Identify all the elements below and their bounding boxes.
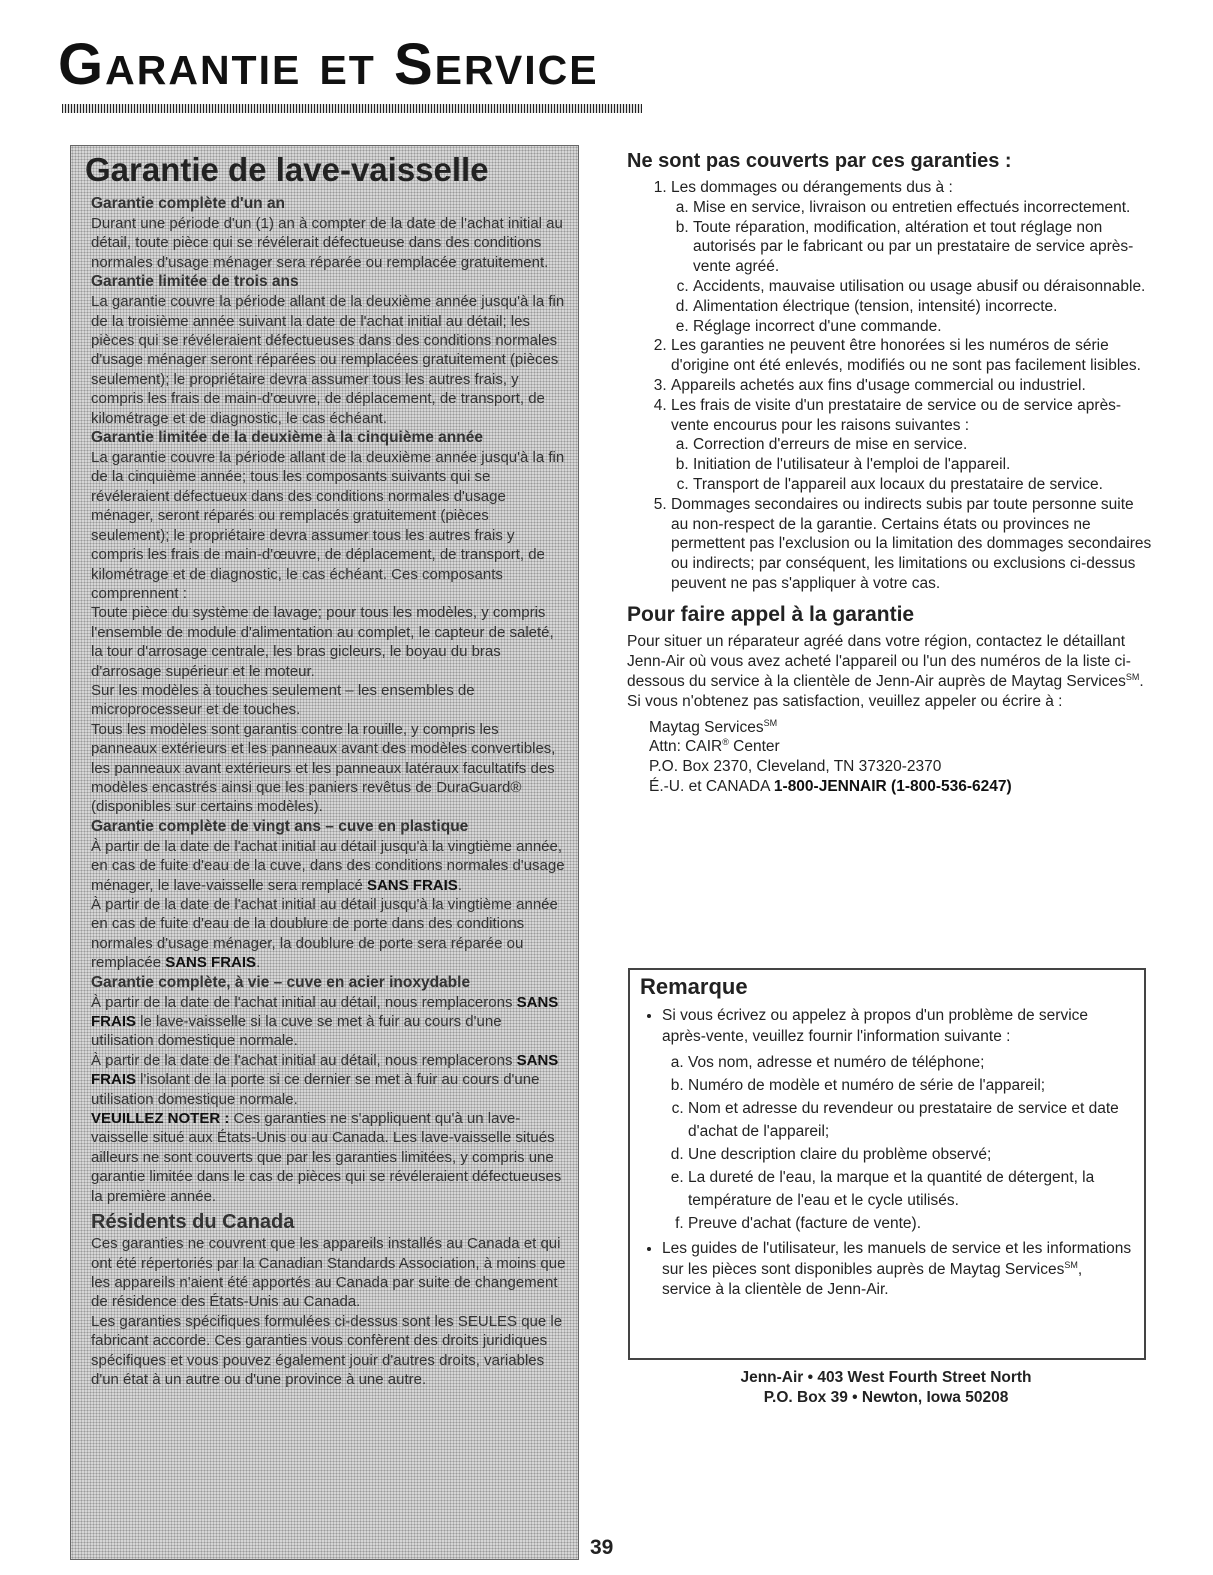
section-heading: Garantie complète de vingt ans – cuve en plastique	[91, 817, 469, 835]
sans-frais-label: SANS FRAIS	[91, 993, 559, 1031]
sub-list-item: e. Réglage incorrect d'une commande.	[693, 317, 1152, 337]
sub-list	[671, 435, 1152, 494]
paragraph-text: .	[457, 876, 462, 894]
paragraph-text: Ces garanties ne s'appliquent qu'à un lave-vaisselle situé aux États-Unis ou au Canada. Les lave-vaisselle situés ailleurs ne sont couverts que par les garanties limitées, y compris une garantie limitée dans le cas de pièces qui se révéleraient défectueuses la première année.	[91, 1110, 562, 1205]
section-paragraph	[85, 1109, 568, 1206]
remarque-title: Remarque	[640, 974, 748, 999]
section-paragraph: Sur les modèles à touches seulement – les ensembles de microprocesseur et de touches.	[91, 681, 475, 719]
sans-frais-label: SANS FRAIS	[165, 954, 257, 972]
remarque-box	[628, 968, 1146, 1360]
list-item	[671, 396, 1152, 495]
service-mark: SM	[1125, 671, 1140, 682]
address-line	[649, 737, 1152, 757]
phone-number: 1-800-JENNAIR (1-800-536-6247)	[773, 777, 1012, 795]
list-item-text: Les frais de visite d'un prestataire de service ou de service après-vente encourus pour les raisons suivantes :	[671, 396, 1122, 434]
section-paragraph: La garantie couvre la période allant de la deuxième année jusqu'à la fin de la cinquième année; tous les composants suivants qui se révéleraient défectueux dans des conditions normales d'usage ménager, seront réparés ou remplacés gratuitement (pièces seulement); le propriétaire devra assumer tous les autres frais y compris les frais de main-d'œuvre, de déplacement, de transport, de kilométrage et de diagnostic, le cas échéant. Ces composants comprennent :	[91, 449, 565, 602]
warranty-box	[70, 145, 579, 1560]
company-address-line: P.O. Box 39 • Newton, Iowa 50208	[763, 1389, 1009, 1406]
list-item-text: Les dommages ou dérangements dus à :	[671, 179, 953, 196]
address-text: Center	[728, 738, 780, 756]
remarque-list	[640, 1006, 1134, 1301]
note-lead: VEUILLEZ NOTER :	[91, 1110, 230, 1128]
section-paragraph	[85, 993, 568, 1051]
page-title: Garantie et Service	[58, 32, 599, 97]
sans-frais-label: SANS FRAIS	[366, 876, 458, 894]
section-paragraph: Durant une période d'un (1) an à compter de la date de l'achat initial au détail, toute pièce qui se révélerait défectueuse dans des conditions normales d'usage ménager sera réparée ou remplacée gratuitement.	[91, 215, 563, 271]
registered-mark: ®	[722, 737, 729, 748]
list-item	[671, 178, 1152, 336]
section-paragraph	[85, 837, 568, 895]
sans-frais-label: SANS FRAIS	[91, 1051, 559, 1089]
section-heading: Garantie complète, à vie – cuve en acier inoxydable	[91, 973, 471, 991]
remarque-text: Si vous écrivez ou appelez à propos d'un problème de service après-vente, veuillez fournir l'information suivante :	[662, 1007, 1089, 1045]
paragraph-text: À partir de la date de l'achat initial au détail, nous remplacerons	[91, 1051, 513, 1069]
paragraph-text: le lave-vaisselle si la cuve se met à fuir au cours d'une utilisation domestique normale.	[91, 1013, 502, 1050]
not-covered-list	[627, 178, 1152, 594]
not-covered-heading: Ne sont pas couverts par ces garanties :	[627, 150, 1012, 172]
canada-paragraph: Ces garanties ne couvrent que les appareils installés au Canada et qui ont été répertoriés par la Canadian Standards Association, à moins que les appareils n'aient été apportés au Canada par suite de changement de résidence des États-Unis au Canada.	[91, 1235, 566, 1311]
appeal-paragraph	[627, 632, 1152, 712]
section-heading: Garantie limitée de la deuxième à la cinquième année	[91, 429, 483, 447]
sub-list	[671, 198, 1152, 337]
paragraph-text: l'isolant de la porte si ce dernier se met à fuir au cours d'une utilisation domestique normale.	[91, 1071, 540, 1108]
address-text: É.-U. et CANADA	[649, 777, 774, 795]
remarque-sub-list	[662, 1051, 1134, 1235]
address-line: P.O. Box 2370, Cleveland, TN 37320-2370	[649, 757, 942, 775]
contact-address	[649, 718, 1152, 796]
service-mark: SM	[1064, 1259, 1078, 1270]
remarque-sub-item: b. Numéro de modèle et numéro de série de l'appareil;	[688, 1074, 1134, 1097]
remarque-sub-item: a. Vos nom, adresse et numéro de téléphone;	[688, 1051, 1134, 1074]
remarque-bullet	[662, 1239, 1134, 1301]
section-paragraph: Toute pièce du système de lavage; pour tous les modèles, y compris l'ensemble de module d'alimentation au complet, le capteur de saleté, la tour d'arrosage centrale, les bras gicleurs, le boyau du bras d'arrosage supérieur et le moteur.	[91, 604, 554, 680]
sub-list-item: a. Mise en service, livraison ou entretien effectués incorrectement.	[693, 198, 1152, 218]
sub-list-item: c. Transport de l'appareil aux locaux du prestataire de service.	[693, 475, 1152, 495]
section-paragraph	[85, 895, 568, 973]
page-number: 39	[590, 1536, 614, 1559]
company-address-line: Jenn-Air • 403 West Fourth Street North	[740, 1369, 1032, 1386]
address-text: Attn: CAIR	[649, 738, 723, 756]
remarque-sub-item: e. La dureté de l'eau, la marque et la quantité de détergent, la température de l'eau et le cycle utilisés.	[688, 1166, 1134, 1212]
appeal-heading: Pour faire appel à la garantie	[627, 602, 915, 626]
warranty-box-title: Garantie de lave-vaisselle	[85, 151, 489, 188]
remarque-sub-item: d. Une description claire du problème observé;	[688, 1143, 1134, 1166]
remarque-text: , service à la clientèle de Jenn-Air.	[662, 1260, 1083, 1298]
section-paragraph: Tous les modèles sont garantis contre la rouille, y compris les panneaux extérieurs et les panneaux avant des modèles convertibles, les panneaux avant extérieurs et les panneaux latéraux facultatifs des modèles encastrés ainsi que les paniers revêtus de DuraGuard® (disponibles sur certains modèles).	[91, 720, 556, 816]
paragraph-text: .	[256, 954, 261, 972]
section-paragraph: La garantie couvre la période allant de la deuxième année jusqu'à la fin de la troisième année suivant la date de l'achat initial au détail; les pièces qui se révéleraient défectueuses dans des conditions normales d'usage ménager seront réparées ou remplacées gratuitement (pièces seulement); le propriétaire devra assumer tous les autres frais, y compris les frais de main-d'œuvre, de déplacement, de transport, de kilométrage et de diagnostic, le cas échéant.	[91, 293, 565, 427]
list-item: 2. Les garanties ne peuvent être honorées si les numéros de série d'origine ont été enlevés, modifiés ou ne sont pas facilement lisibles.	[671, 336, 1152, 376]
address-line	[649, 777, 1152, 797]
section-heading: Garantie limitée de trois ans	[91, 273, 299, 291]
list-item: 5. Dommages secondaires ou indirects subis par toute personne suite au non-respect de la garantie. Certains états ou provinces ne permettent pas l'exclusion ou la limitation des dommages secondaires ou indirects; par conséquent, les limitations ou exclusions ci-dessus peuvent ne pas s'appliquer à votre cas.	[671, 495, 1152, 594]
title-rule	[62, 104, 642, 113]
sub-list-item: b. Toute réparation, modification, altération et tout réglage non autorisés par le fabricant ou par un prestataire de service après-vente agréé.	[693, 218, 1152, 277]
list-item: 3. Appareils achetés aux fins d'usage commercial ou industriel.	[671, 376, 1152, 396]
remarque-text: Les guides de l'utilisateur, les manuels de service et les informations sur les pièces sont disponibles auprès de Maytag Services	[662, 1240, 1132, 1278]
sub-list-item: a. Correction d'erreurs de mise en service.	[693, 435, 1152, 455]
paragraph-text: À partir de la date de l'achat initial au détail jusqu'à la vingtième année, en cas de fuite d'eau de la cuve, dans des conditions normales d'usage ménager, le lave-vaisselle sera remplacé	[91, 837, 565, 894]
appeal-text: . Si vous n'obtenez pas satisfaction, veuillez appeler ou écrire à :	[627, 672, 1144, 710]
sub-list-item: d. Alimentation électrique (tension, intensité) incorrecte.	[693, 297, 1152, 317]
paragraph-text: À partir de la date de l'achat initial au détail, nous remplacerons	[91, 993, 513, 1011]
address-text: Maytag Services	[649, 718, 764, 736]
service-mark: SM	[763, 717, 778, 728]
canada-heading: Résidents du Canada	[91, 1211, 295, 1234]
remarque-sub-item: c. Nom et adresse du revendeur ou prestataire de service et date d'achat de l'appareil;	[688, 1097, 1134, 1143]
right-column	[627, 148, 1152, 796]
address-line	[649, 718, 1152, 738]
sub-list-item: c. Accidents, mauvaise utilisation ou usage abusif ou déraisonnable.	[693, 277, 1152, 297]
sub-list-item: b. Initiation de l'utilisateur à l'emploi de l'appareil.	[693, 455, 1152, 475]
company-address	[627, 1368, 1145, 1408]
section-paragraph	[85, 1051, 568, 1109]
remarque-sub-item: f. Preuve d'achat (facture de vente).	[688, 1212, 1134, 1235]
appeal-text: Pour situer un réparateur agréé dans votre région, contactez le détaillant Jenn-Air où vous avez acheté l'appareil ou l'un des numéros de la liste ci-dessous du service à la clientèle de Jenn-Air auprès de Maytag Services	[627, 632, 1131, 690]
section-heading: Garantie complète d'un an	[91, 195, 286, 212]
canada-paragraph: Les garanties spécifiques formulées ci-dessus sont les SEULES que le fabricant accorde. Ces garanties vous confèrent des droits juridiques spécifiques et vous pouvez également jouir d'autres droits, variables d'un état à un autre ou d'une province à une autre.	[91, 1312, 563, 1388]
paragraph-text: À partir de la date de l'achat initial au détail jusqu'à la vingtième année en cas de fuite d'eau de la doublure de porte dans des conditions normales d'usage ménager, la doublure de porte sera réparée ou remplacée	[91, 896, 558, 972]
remarque-bullet	[662, 1006, 1134, 1235]
